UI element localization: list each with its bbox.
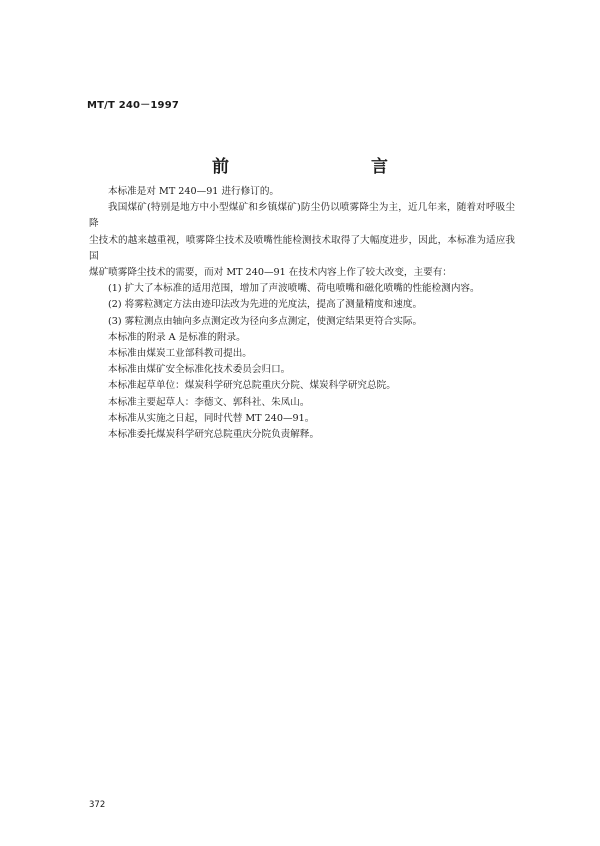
paragraph-drafters: 本标准主要起草人：李德文、郭科社、朱凤山。 — [108, 396, 310, 408]
paragraph-proposer: 本标准由煤炭工业部科教司提出。 — [108, 348, 252, 360]
paragraph-committee: 本标准由煤矿安全标准化技术委员会归口。 — [108, 364, 291, 376]
change-item-3: (3) 雾粒测点由轴向多点测定改为径向多点测定，使测定结果更符合实际。 — [108, 315, 423, 327]
standard-code: MT/T 240－1997 — [87, 100, 180, 111]
paragraph-appendix: 本标准的附录 A 是标准的附录。 — [108, 331, 246, 343]
paragraph-replacement: 本标准从实施之日起，同时代替 MT 240—91。 — [108, 412, 315, 424]
paragraph-background-line-3: 煤矿喷雾降尘技术的需要，而对 MT 240—91 在技术内容上作了较大改变，主要有： — [89, 267, 452, 279]
change-item-1: (1) 扩大了本标准的适用范围，增加了声波喷嘴、荷电喷嘴和磁化喷嘴的性能检测内容。 — [108, 283, 480, 295]
paragraph-background-line-1: 我国煤矿(特别是地方中小型煤矿和乡镇煤矿)防尘仍以喷雾降尘为主，近几年来，随着对呼吸尘降 — [89, 202, 515, 230]
paragraph-interpretation: 本标准委托煤炭科学研究总院重庆分院负责解释。 — [108, 429, 320, 441]
change-item-2: (2) 将雾粒测定方法由迹印法改为先进的光度法，提高了测量精度和速度。 — [108, 299, 423, 311]
paragraph-revision-note: 本标准是对 MT 240—91 进行修订的。 — [108, 186, 280, 197]
page-title: 前 言 — [212, 157, 424, 177]
paragraph-background-line-2: 尘技术的越来越重视，喷雾降尘技术及喷嘴性能检测技术取得了大幅度进步，因此，本标准为适应我国 — [89, 234, 515, 262]
foreword-body — [89, 184, 515, 443]
page-number: 372 — [89, 800, 106, 810]
paragraph-drafting-units: 本标准起草单位：煤炭科学研究总院重庆分院、煤炭科学研究总院。 — [108, 380, 396, 392]
